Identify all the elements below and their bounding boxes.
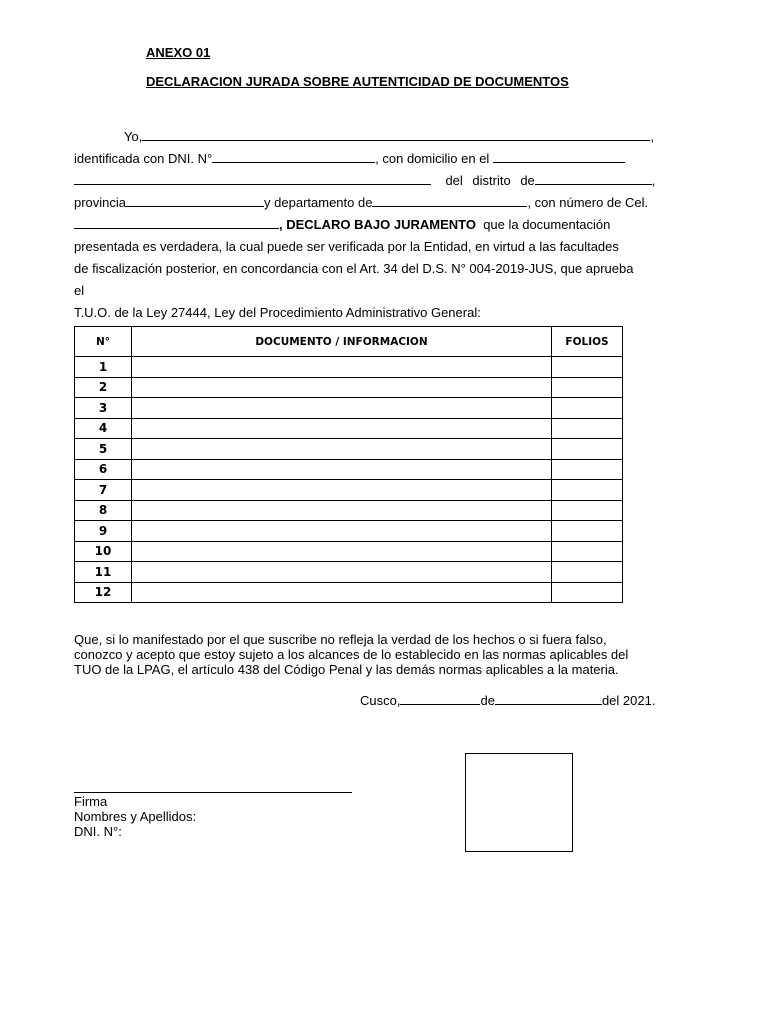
row-number: 2 (75, 377, 132, 398)
table-row (75, 439, 623, 460)
cel-label: , con número de Cel. (527, 195, 649, 210)
declaration-text-5: que la documentación (483, 217, 611, 232)
distrito-blank (535, 172, 652, 185)
folios-cell[interactable] (552, 562, 623, 583)
month-blank (495, 692, 602, 705)
document-cell[interactable] (132, 582, 552, 603)
row-number: 12 (75, 582, 132, 603)
folios-cell[interactable] (552, 357, 623, 378)
declaro-label: , DECLARO BAJO JURAMENTO (279, 217, 476, 232)
date-de-label: de (480, 693, 495, 708)
name-blank (142, 128, 650, 141)
declaration-line-9: T.U.O. de la Ley 27444, Ley del Procedimiento Administrativo General: (74, 305, 481, 320)
closing-line-2: conozco y acepto que estoy sujeto a los alcances de lo establecido en las normas aplicables del (74, 647, 629, 662)
provincia-blank (126, 194, 264, 207)
closing-line-1: Que, si lo manifestado por el que suscribe no refleja la verdad de los hechos o si fuera falso, (74, 632, 607, 647)
table-row (75, 357, 623, 378)
table-row (75, 377, 623, 398)
domicilio-blank (493, 150, 625, 163)
document-title: DECLARACION JURADA SOBRE AUTENTICIDAD DE DOCUMENTOS (146, 74, 569, 89)
document-cell[interactable] (132, 541, 552, 562)
row-number: 6 (75, 459, 132, 480)
row-number: 3 (75, 398, 132, 419)
folios-cell[interactable] (552, 377, 623, 398)
closing-line-3: TUO de la LPAG, el artículo 438 del Código Penal y las demás normas aplicables a la materia. (74, 662, 619, 677)
yo-label: Yo, (124, 129, 143, 144)
table-row (75, 562, 623, 583)
departamento-label: y departamento de (264, 195, 373, 210)
departamento-blank (372, 194, 527, 207)
table-row (75, 541, 623, 562)
provincia-label: provincia (74, 195, 127, 210)
folios-cell[interactable] (552, 398, 623, 419)
year-label: del 2021. (601, 693, 656, 708)
dni-label: identificada con DNI. N° (74, 151, 213, 166)
declaration-line-4 (74, 194, 648, 211)
folios-cell[interactable] (552, 459, 623, 480)
row-number: 8 (75, 500, 132, 521)
document-cell[interactable] (132, 357, 552, 378)
row-number: 4 (75, 418, 132, 439)
document-cell[interactable] (132, 562, 552, 583)
declaration-line-7: de fiscalización posterior, en concordancia con el Art. 34 del D.S. N° 004-2019-JUS, que aprueba (74, 261, 634, 276)
folios-cell[interactable] (552, 541, 623, 562)
domicilio-label: , con domicilio en el (375, 151, 490, 166)
table-row (75, 480, 623, 501)
folios-cell[interactable] (552, 439, 623, 460)
table-row (75, 398, 623, 419)
folios-cell[interactable] (552, 500, 623, 521)
address-blank (74, 172, 431, 185)
signature-line (74, 792, 352, 793)
column-header-folios: FOLIOS (552, 327, 623, 357)
folios-cell[interactable] (552, 480, 623, 501)
folios-cell[interactable] (552, 418, 623, 439)
document-cell[interactable] (132, 521, 552, 542)
day-blank (400, 692, 480, 705)
declaration-line-8: el (74, 283, 85, 298)
table-row (75, 582, 623, 603)
table-row (75, 500, 623, 521)
document-cell[interactable] (132, 459, 552, 480)
documents-table (74, 326, 623, 603)
row-number: 10 (75, 541, 132, 562)
firma-label: Firma (74, 794, 108, 809)
row-number: 9 (75, 521, 132, 542)
city-label: Cusco, (360, 693, 401, 708)
row-number: 1 (75, 357, 132, 378)
row-number: 5 (75, 439, 132, 460)
declaration-line-2 (74, 150, 625, 167)
date-line (360, 692, 655, 709)
declaration-line-1: Yo, , (124, 129, 654, 144)
distrito-label: del distrito de (445, 173, 535, 188)
folios-cell[interactable] (552, 521, 623, 542)
table-row (75, 418, 623, 439)
row-number: 7 (75, 480, 132, 501)
dni-blank (212, 150, 375, 163)
folios-cell[interactable] (552, 582, 623, 603)
document-cell[interactable] (132, 480, 552, 501)
column-header-number: N° (75, 327, 132, 357)
declaration-line-5 (74, 216, 659, 233)
table-row (75, 521, 623, 542)
fingerprint-box (465, 753, 573, 852)
row-number: 11 (75, 562, 132, 583)
annex-label: ANEXO 01 (146, 45, 211, 60)
table-row (75, 459, 623, 480)
nombres-label: Nombres y Apellidos: (74, 809, 197, 824)
document-cell[interactable] (132, 377, 552, 398)
document-cell[interactable] (132, 418, 552, 439)
declaration-line-6: presentada es verdadera, la cual puede ser verificada por la Entidad, en virtud a las facultades (74, 239, 619, 254)
document-cell[interactable] (132, 398, 552, 419)
document-cell[interactable] (132, 500, 552, 521)
column-header-document: DOCUMENTO / INFORMACION (132, 327, 552, 357)
cel-blank (74, 216, 279, 229)
table-header-row (75, 327, 623, 357)
declaration-line-3: del distrito de , (74, 172, 659, 189)
document-cell[interactable] (132, 439, 552, 460)
dni-signature-label: DNI. N°: (74, 824, 122, 839)
